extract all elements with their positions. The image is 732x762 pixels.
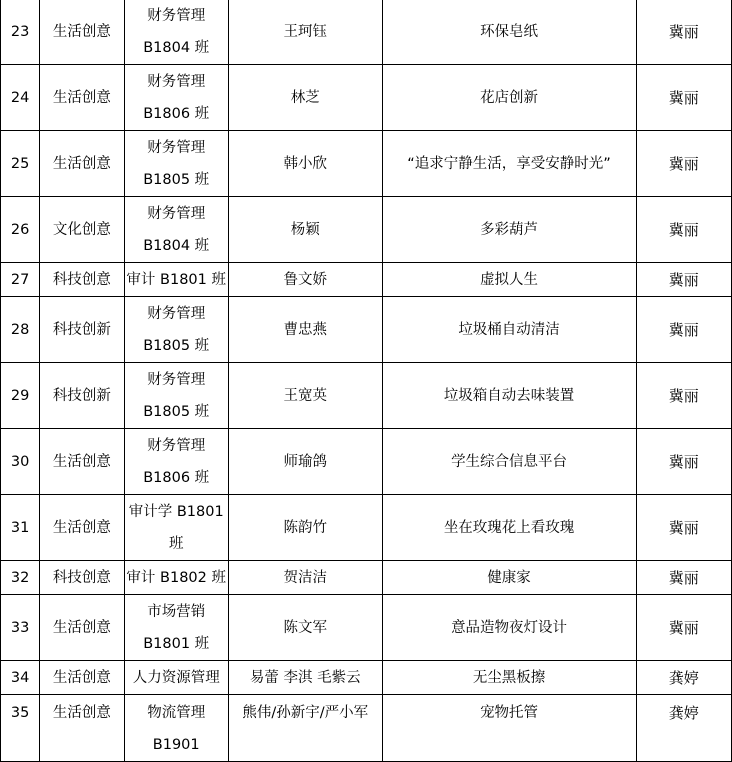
category-cell: 生活创意 [40, 429, 124, 495]
members-cell: 陈文军 [228, 595, 382, 661]
members-cell: 鲁文娇 [228, 263, 382, 297]
row-number-cell: 29 [1, 363, 40, 429]
leader-cell: 冀丽 [636, 0, 731, 65]
members-cell: 易蕾 李淇 毛紫云 [228, 661, 382, 695]
project-cell: 虚拟人生 [382, 263, 636, 297]
table-row [1, 561, 732, 595]
category-cell: 生活创意 [40, 595, 124, 661]
row-number-cell: 26 [1, 197, 40, 263]
class-cell [124, 661, 228, 695]
leader-cell: 冀丽 [636, 495, 731, 561]
leader-cell: 冀丽 [636, 197, 731, 263]
members-cell: 杨颖 [228, 197, 382, 263]
row-number-cell: 24 [1, 65, 40, 131]
project-cell: 多彩葫芦 [382, 197, 636, 263]
category-cell: 生活创意 [40, 65, 124, 131]
leader-cell: 冀丽 [636, 561, 731, 595]
class-line-2: B1805 班 [143, 337, 210, 354]
class-cell [124, 695, 228, 762]
category-cell: 生活创意 [40, 661, 124, 695]
row-number-cell: 34 [1, 661, 40, 695]
row-number-cell: 31 [1, 495, 40, 561]
class-line-1: 财务管理 [147, 73, 206, 90]
class-cell [124, 263, 228, 297]
table-row [1, 263, 732, 297]
table-row [1, 197, 732, 263]
project-cell: 健康家 [382, 561, 636, 595]
leader-cell: 冀丽 [636, 131, 731, 197]
category-cell: 科技创新 [40, 297, 124, 363]
class-line-2: B1804 班 [143, 39, 210, 56]
class-line-2: B1806 班 [143, 105, 210, 122]
table-row [1, 297, 732, 363]
project-cell: 学生综合信息平台 [382, 429, 636, 495]
category-cell: 科技创意 [40, 561, 124, 595]
members-cell: 曹忠燕 [228, 297, 382, 363]
class-cell [124, 297, 228, 363]
row-number-cell: 27 [1, 263, 40, 297]
project-cell: 宠物托管 [382, 695, 636, 762]
class-line-2: B1805 班 [143, 403, 210, 420]
row-number-cell: 33 [1, 595, 40, 661]
class-line-2: 班 [168, 535, 184, 552]
leader-cell: 龚婷 [636, 695, 731, 762]
class-line-1: 财务管理 [147, 139, 206, 156]
table-row [1, 131, 732, 197]
row-number-cell: 25 [1, 131, 40, 197]
project-cell: 垃圾桶自动清洁 [382, 297, 636, 363]
class-line-2: B1804 班 [143, 237, 210, 254]
project-cell: 垃圾箱自动去味装置 [382, 363, 636, 429]
class-cell [124, 131, 228, 197]
class-line-1: 市场营销 [147, 603, 206, 620]
row-number-cell: 23 [1, 0, 40, 65]
row-number-cell: 30 [1, 429, 40, 495]
members-cell: 师瑜鸽 [228, 429, 382, 495]
table-row [1, 661, 732, 695]
members-cell: 贺洁洁 [228, 561, 382, 595]
leader-cell: 冀丽 [636, 429, 731, 495]
project-cell: 环保皂纸 [382, 0, 636, 65]
class-line-1: 财务管理 [147, 7, 206, 24]
class-cell [124, 429, 228, 495]
class-line-2: B1805 班 [143, 171, 210, 188]
leader-cell: 冀丽 [636, 297, 731, 363]
leader-cell: 冀丽 [636, 595, 731, 661]
category-cell: 科技创新 [40, 363, 124, 429]
project-cell: 无尘黑板擦 [382, 661, 636, 695]
category-cell: 生活创意 [40, 695, 124, 762]
class-cell [124, 0, 228, 65]
category-cell: 文化创意 [40, 197, 124, 263]
category-cell: 生活创意 [40, 495, 124, 561]
class-line-1: 财务管理 [147, 305, 206, 322]
table-row [1, 695, 732, 762]
members-cell: 熊伟/孙新宇/严小军 [228, 695, 382, 762]
class-line-2: B1901 [152, 737, 200, 753]
class-line-1: 审计学 B1801 [128, 503, 224, 520]
row-number-cell: 35 [1, 695, 40, 762]
class-line-1: 物流管理 [147, 705, 206, 721]
members-cell: 陈韵竹 [228, 495, 382, 561]
class-cell [124, 363, 228, 429]
class-line-1: 审计 B1802 班 [126, 569, 226, 586]
class-line-1: 财务管理 [147, 437, 206, 454]
project-cell: 意品造物夜灯设计 [382, 595, 636, 661]
class-cell [124, 65, 228, 131]
leader-cell: 冀丽 [636, 65, 731, 131]
class-line-1: 人力资源管理 [132, 669, 220, 686]
table-row [1, 495, 732, 561]
class-cell [124, 197, 228, 263]
table-row [1, 363, 732, 429]
project-cell: 坐在玫瑰花上看玫瑰 [382, 495, 636, 561]
row-number-cell: 28 [1, 297, 40, 363]
category-cell: 生活创意 [40, 0, 124, 65]
table-row [1, 0, 732, 65]
leader-cell: 冀丽 [636, 263, 731, 297]
row-number-cell: 32 [1, 561, 40, 595]
project-table-body [1, 0, 732, 762]
members-cell: 韩小欣 [228, 131, 382, 197]
table-row [1, 429, 732, 495]
class-line-2: B1806 班 [143, 469, 210, 486]
project-cell: “追求宁静生活，享受安静时光” [382, 131, 636, 197]
class-line-2: B1801 班 [143, 635, 210, 652]
class-line-1: 财务管理 [147, 371, 206, 388]
leader-cell: 龚婷 [636, 661, 731, 695]
class-line-1: 审计 B1801 班 [126, 271, 226, 288]
category-cell: 生活创意 [40, 131, 124, 197]
class-cell [124, 561, 228, 595]
table-row [1, 65, 732, 131]
members-cell: 王宽英 [228, 363, 382, 429]
leader-cell: 冀丽 [636, 363, 731, 429]
class-line-1: 财务管理 [147, 205, 206, 222]
category-cell: 科技创意 [40, 263, 124, 297]
table-row [1, 595, 732, 661]
class-cell [124, 495, 228, 561]
members-cell: 王珂钰 [228, 0, 382, 65]
class-cell [124, 595, 228, 661]
members-cell: 林芝 [228, 65, 382, 131]
project-cell: 花店创新 [382, 65, 636, 131]
